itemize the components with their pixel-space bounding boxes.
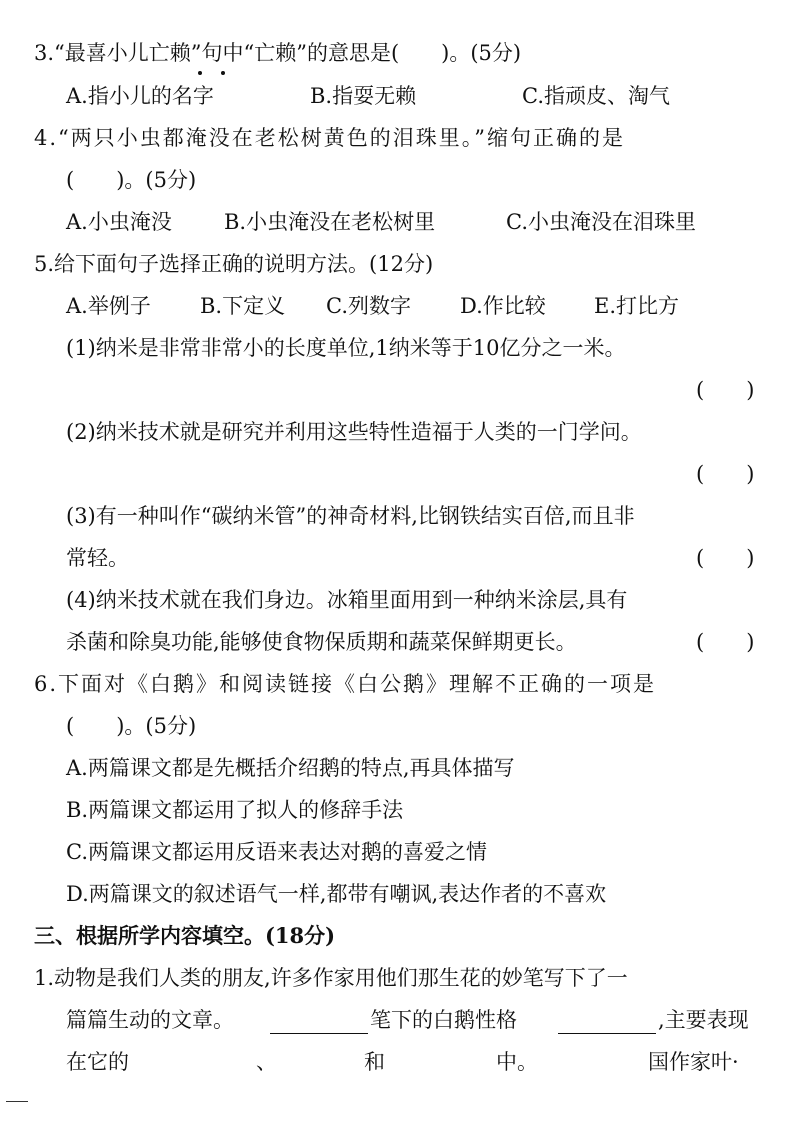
question-6-option-d [0,873,794,915]
question-4 [0,117,794,159]
sentence-3-text: (3)有一种叫作“碳纳米管”的神奇材料,比钢铁结实百倍,而且非 [66,504,635,528]
sentence-4 [0,579,794,621]
sentence-2 [0,411,794,453]
sentence-3-text-cont: 常轻。 [66,546,129,570]
question-3-stem: 3.“最喜小儿亡赖”句中“亡赖”的意思是( )。(5分) [34,41,522,65]
section-3-heading-line [0,915,794,957]
question-4-options [0,201,794,243]
question-5-stem: 5.给下面句子选择正确的说明方法。(12分) [34,252,434,276]
sentence-4-text: (4)纳米技术就在我们身边。冰箱里面用到一种纳米涂层,具有 [66,588,628,612]
section-3-heading: 三、根据所学内容填空。(18分) [34,923,336,948]
option-c: C.列数字 [326,294,411,318]
fill-blank[interactable] [558,1033,656,1034]
section-3-q1-line-1 [0,957,794,999]
sentence-1 [0,327,794,369]
section-3-q1-text: 1.动物是我们人类的朋友,许多作家用他们那生花的妙笔写下了一 [34,966,628,990]
question-6-cont [0,705,794,747]
answer-paren: ( ) [696,462,755,486]
sentence-4-cont [0,621,794,663]
option-a: A.举例子 [66,294,151,318]
question-6-option-c [0,831,794,873]
question-6-option-a [0,747,794,789]
section-3-q1-line-3 [0,1041,794,1083]
option-b: B.指耍无赖 [310,84,417,108]
sentence-1-text: (1)纳米是非常非常小的长度单位,1纳米等于10亿分之一米。 [66,336,626,360]
fill-blank[interactable] [270,1033,368,1034]
option-a: A.指小儿的名字 [66,84,214,108]
question-3 [0,32,794,74]
option-b: B.小虫淹没在老松树里 [224,210,436,234]
option-a: A.小虫淹没 [66,210,172,234]
option-d: D.作比较 [460,294,546,318]
answer-paren: ( ) [696,630,755,654]
option-a: A.两篇课文都是先概括介绍鹅的特点,再具体描写 [66,756,515,780]
question-6-stem: 6.下面对《白鹅》和阅读链接《白公鹅》理解不正确的一项是 [34,672,657,696]
answer-paren: ( ) [696,546,755,570]
answer-paren: ( ) [696,378,755,402]
question-4-stem-cont: ( )。(5分) [66,168,197,192]
question-3-options [0,75,794,117]
question-6 [0,663,794,705]
sentence-1-answer [0,369,794,411]
option-b: B.下定义 [200,294,286,318]
section-3-q1-text-h: 国作家叶· [648,1050,739,1074]
section-3-q1-text-c: ,主要表现 [658,1008,749,1032]
section-3-q1-text-e: 、 [256,1050,277,1074]
section-3-q1-text-b: 笔下的白鹅性格 [370,1008,517,1032]
question-4-stem: 4.“两只小虫都淹没在老松树黄色的泪珠里。”缩句正确的是 [34,126,626,150]
section-3-q1-text-f: 和 [364,1050,385,1074]
sentence-3-cont [0,537,794,579]
option-c: C.指顽皮、淘气 [522,84,670,108]
question-6-stem-cont: ( )。(5分) [66,714,197,738]
section-3-q1-line-2 [0,999,794,1041]
option-e: E.打比方 [594,294,680,318]
question-5 [0,243,794,285]
sentence-3 [0,495,794,537]
option-b: B.两篇课文都运用了拟人的修辞手法 [66,798,404,822]
question-4-cont [0,159,794,201]
section-3-q1-text-d: 在它的 [66,1050,129,1074]
section-3-q1-text-g: 中。 [496,1050,538,1074]
sentence-4-text-cont: 杀菌和除臭功能,能够使食物保质期和蔬菜保鲜期更长。 [66,630,577,654]
margin-mark [6,1101,28,1102]
sentence-2-text: (2)纳米技术就是研究并利用这些特性造福于人类的一门学问。 [66,420,642,444]
section-3-q1-text-a: 篇篇生动的文章。 [66,1008,234,1032]
option-c: C.两篇课文都运用反语来表达对鹅的喜爱之情 [66,840,487,864]
question-6-option-b [0,789,794,831]
option-c: C.小虫淹没在泪珠里 [506,210,696,234]
question-5-options [0,285,794,327]
option-d: D.两篇课文的叙述语气一样,都带有嘲讽,表达作者的不喜欢 [66,882,607,906]
sentence-2-answer [0,453,794,495]
